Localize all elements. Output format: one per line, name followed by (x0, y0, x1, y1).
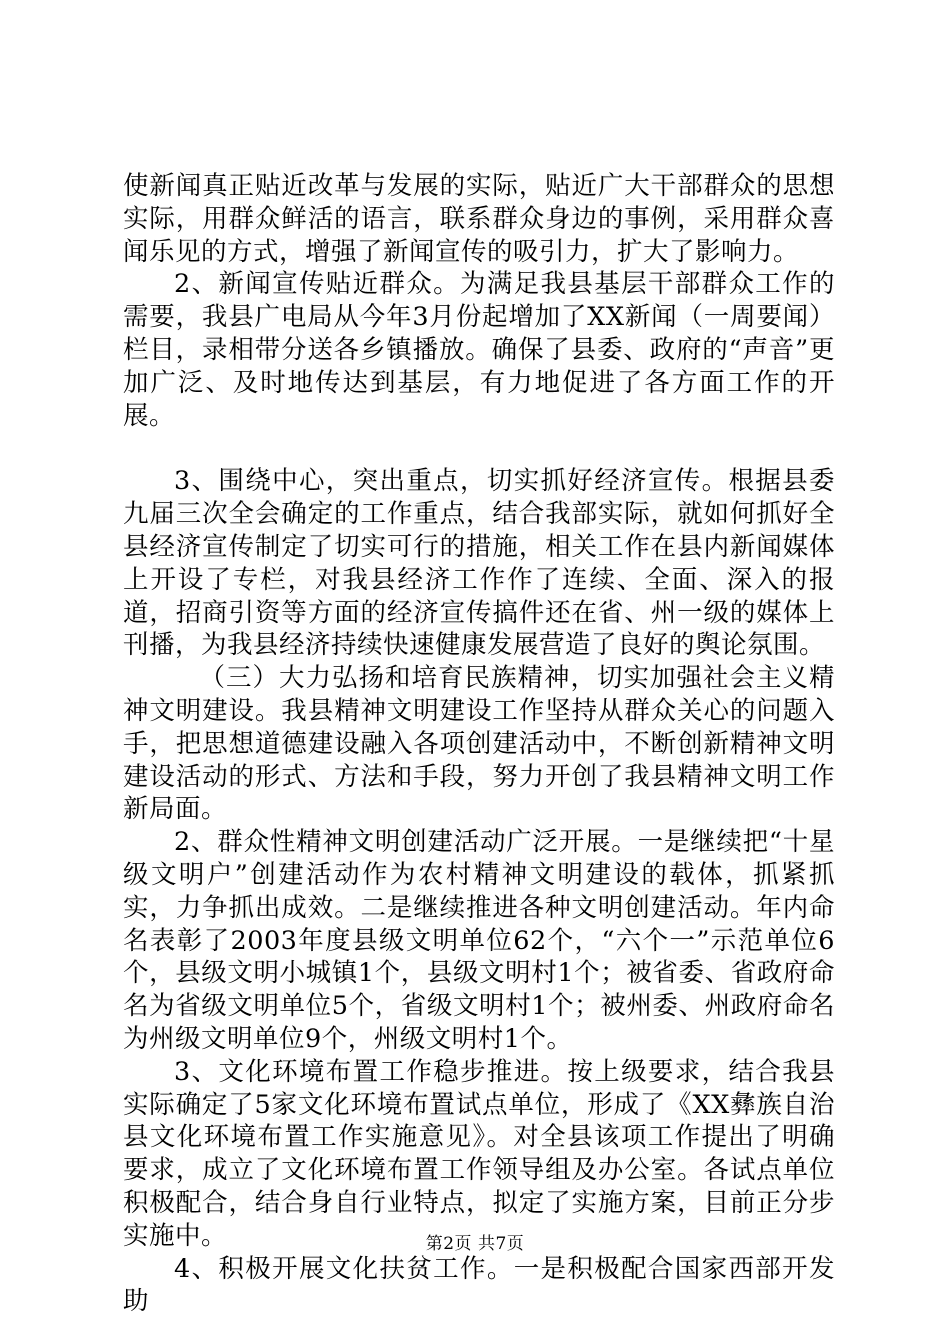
paragraph-6: 3、文化环境布置工作稳步推进。按上级要求，结合我县实际确定了5家文化环境布置试点单位，形成了《XX彝族自治县文化环境布置工作实施意见》。对全县该项工作提出了明确要求，成立了文化环境布置工作领导组及办公室。各试点单位积极配合，结合身自行业特点，拟定了实施方案，目前正分步实施中。 (123, 1056, 835, 1251)
paragraph-7: 4、积极开展文化扶贫工作。一是积极配合国家西部开发助 (123, 1253, 835, 1317)
document-body (123, 170, 835, 1318)
page-number-footer: 第2页 共7页 (425, 1234, 525, 1254)
paragraph-5: 2、群众性精神文明创建活动广泛开展。一是继续把“十星级文明户”创建活动作为农村精神文明建设的载体，抓紧抓实，力争抓出成效。二是继续推进各种文明创建活动。年内命名表彰了2003年度县级文明单位62个，“六个一”示范单位6个，县级文明小城镇1个，县级文明村1个；被省委、省政府命名为省级文明单位5个，省级文明村1个；被州委、州政府命名为州级文明单位9个，州级文明村1个。 (123, 827, 835, 1054)
paragraph-1: 使新闻真正贴近改革与发展的实际，贴近广大干部群众的思想实际，用群众鲜活的语言，联系群众身边的事例，采用群众喜闻乐见的方式，增强了新闻宣传的吸引力，扩大了影响力。 (123, 171, 835, 267)
paragraph-2: 2、新闻宣传贴近群众。为满足我县基层干部群众工作的需要，我县广电局从今年3月份起增加了XX新闻（一周要闻）栏目，录相带分送各乡镇播放。确保了县委、政府的“声音”更加广泛、及时地传达到基层，有力地促进了各方面工作的开展。 (123, 269, 835, 431)
paragraph-4: （三）大力弘扬和培育民族精神，切实加强社会主义精神文明建设。我县精神文明建设工作坚持从群众关心的问题入手，把思想道德建设融入各项创建活动中，不断创新精神文明建设活动的形式、方法和手段，努力开创了我县精神文明工作新局面。 (123, 663, 835, 825)
paragraph-3: 3、围绕中心，突出重点，切实抓好经济宣传。根据县委九届三次全会确定的工作重点，结合我部实际，就如何抓好全县经济宣传制定了切实可行的措施，相关工作在县内新闻媒体上开设了专栏，对我县经济工作作了连续、全面、深入的报道，招商引资等方面的经济宣传搞件还在省、州一级的媒体上刊播，为我县经济持续快速健康发展营造了良好的舆论氛围。 (123, 466, 835, 661)
